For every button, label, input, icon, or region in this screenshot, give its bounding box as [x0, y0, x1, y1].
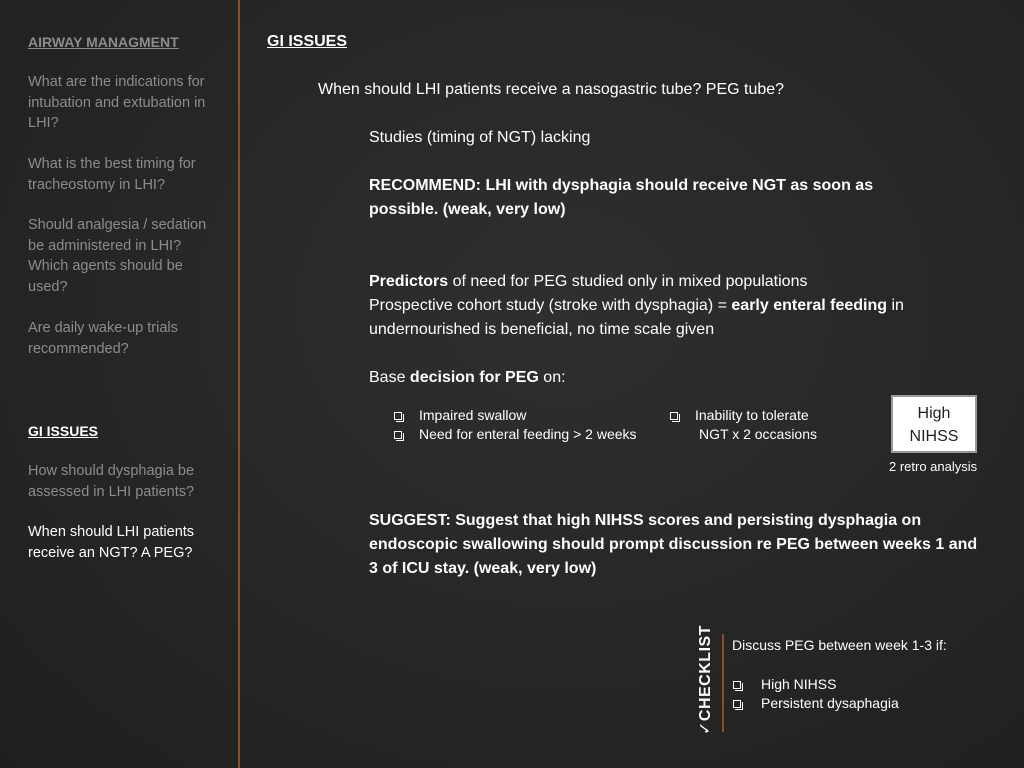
criteria-item	[392, 406, 637, 425]
predictors-rest: of need for PEG studied only in mixed populations	[448, 273, 808, 290]
high-nihss-box: High NIHSS	[891, 395, 977, 453]
suggest-text: SUGGEST: Suggest that high NIHSS scores and persisting dysphagia on endoscopic swallowing should prompt discussion re PEG between weeks 1 and 3 of ICU stay. (weak, very low)	[369, 512, 978, 577]
prospective-bold: early enteral feeding	[731, 297, 888, 314]
sidebar-divider	[238, 0, 240, 768]
criteria-label: Impaired swallow	[419, 407, 527, 423]
prospective-post: in undernourished is beneficial, no time scale given	[369, 297, 904, 338]
sidebar-question: What is the best timing for tracheostomy in LHI?	[28, 156, 196, 193]
checklist-bar	[722, 634, 724, 732]
base-bold: decision for PEG	[409, 369, 539, 386]
predictors-line	[369, 270, 984, 294]
criteria-label: Need for enteral feeding > 2 weeks	[419, 426, 637, 442]
prospective-pre: Prospective cohort study (stroke with dysphagia) =	[369, 297, 732, 314]
recommend-text: RECOMMEND: LHI with dysphagia should receive NGT as soon as possible. (weak, very low)	[369, 177, 874, 218]
sidebar-question: How should dysphagia be assessed in LHI patients?	[28, 463, 195, 500]
criteria-right-list	[668, 406, 817, 444]
checklist-title: Discuss PEG between week 1-3 if:	[732, 637, 947, 653]
checklist-item	[731, 694, 899, 713]
sidebar-question: Should analgesia / sedation be administered in LHI? Which agents should be used?	[28, 217, 207, 295]
checklist-item-label: High NIHSS	[761, 676, 837, 692]
base-pre: Base	[369, 369, 410, 386]
sidebar	[0, 0, 238, 768]
predictors-block	[369, 270, 984, 342]
checkbox-icon	[394, 412, 402, 420]
page-title: GI ISSUES	[267, 33, 348, 50]
main-question: When should LHI patients receive a nasogastric tube? PEG tube?	[318, 81, 785, 98]
studies-text: Studies (timing of NGT) lacking	[369, 129, 591, 146]
base-decision-line	[369, 366, 769, 390]
predictors-bold: Predictors	[369, 273, 449, 290]
checklist-item	[731, 675, 899, 694]
criteria-left-list	[392, 406, 637, 444]
criteria-item	[392, 425, 637, 444]
checklist-items	[731, 675, 899, 713]
criteria-item	[668, 406, 817, 425]
checkbox-icon	[733, 700, 741, 708]
checkbox-icon	[394, 431, 402, 439]
sidebar-airway-heading[interactable]: AIRWAY MANAGMENT	[28, 34, 179, 50]
sidebar-question: Are daily wake-up trials recommended?	[28, 320, 178, 357]
retro-note: 2 retro analysis	[889, 459, 978, 474]
base-post: on:	[538, 369, 566, 386]
checkbox-icon	[670, 412, 678, 420]
criteria-continuation	[668, 425, 817, 444]
criteria-label: Inability to tolerate	[695, 407, 809, 423]
criteria-label: NGT x 2 occasions	[699, 426, 818, 442]
sidebar-gi-heading[interactable]: GI ISSUES	[28, 423, 99, 439]
sidebar-question: What are the indications for intubation and extubation in LHI?	[28, 74, 206, 131]
prospective-line	[369, 294, 984, 342]
checklist-item-label: Persistent dysaphagia	[761, 695, 899, 711]
checkbox-icon	[733, 681, 741, 689]
sidebar-question-active: When should LHI patients receive an NGT? A PEG?	[28, 524, 195, 561]
checklist-label: ✓CHECKLIST	[697, 625, 714, 735]
